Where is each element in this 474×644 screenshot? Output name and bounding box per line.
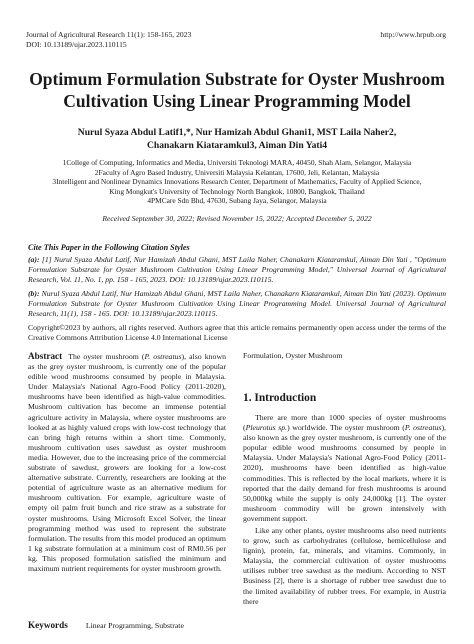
introduction-paragraph-2: Like any other plants, oyster mushrooms also need nutrients to grow, such as carbohydrates (cellulose, hemicellulose and lignin), protein, fat, minerals, and vitamins. Commonly, in Malaysia, the commercial cultivation of oyster mushrooms utilises rubber tree sawdust as the medium. According to NST Business [2], there is a shortage of rubber tree sawdust due to the limited availability of rubber trees. For example, in Austria there — [243, 526, 446, 606]
keywords — [28, 620, 226, 630]
abstract-text-a: The oyster mushroom ( — [68, 352, 145, 361]
affiliations — [20, 158, 454, 206]
affiliation-1: 1College of Computing, Informatics and Media, Universiti Teknologi MARA, 40450, Shah Alam, Selangor, Malaysia — [62, 158, 412, 167]
affiliation-2: 2Faculty of Agro Based Industry, Universiti Malaysia Kelantan, 17600, Jeli, Kelantan, Malaysia — [94, 167, 380, 177]
authors-line-2: Chanakarn Kiataramkul3, Aiman Din Yati4 — [146, 140, 328, 151]
intro-p1-a: There are more than 1000 species of oyster mushrooms ( — [243, 413, 446, 433]
citation-a-text: [1] Nurul Syaza Abdul Latif, Nur Hamizah Abdul Ghani, MST Laila Naher, Chanakarn Kiataramkul, Aiman Din Yati , "Optimum Formulation Substrate for Oyster Mushroom Cultivation Using Linear Programming Model," Universal Journal of Agricultural Research, Vol. 11, No. 1, pp. 158 - 165, 2023. DOI: 10.13189/ujar.2023.110115. — [28, 255, 446, 284]
citation-a — [28, 255, 446, 285]
citation-heading: Cite This Paper in the Following Citation Styles — [28, 243, 190, 252]
doi-line: DOI: 10.13189/ujar.2023.110115 — [26, 40, 127, 49]
keywords-label: Keywords — [28, 620, 68, 630]
introduction-paragraph-1 — [243, 413, 446, 524]
copyright-notice: Copyright©2023 by authors, all rights reserved. Authors agree that this article remains permanently open access under the terms of the Creative Commons Attribution License 4.0 International License — [28, 323, 446, 342]
keywords-continued: Formulation, Oyster Mushroom — [243, 351, 343, 360]
authors-line-1: Nurul Syaza Abdul Latif1,*, Nur Hamizah Abdul Ghani1, MST Laila Naher2, — [77, 127, 397, 138]
journal-url[interactable]: http://www.hrpub.org — [380, 30, 446, 39]
affiliation-3-cont: King Mongkut's University of Technology North Bangkok, 10800, Bangkok, Thailand — [109, 186, 365, 196]
affiliation-3: 3Intelligent and Nonlinear Dynamics Innovations Research Center, Department of Mathematics, Faculty of Applied Science, — [52, 177, 422, 187]
citation-b-label: (b): — [28, 289, 40, 298]
intro-species-1: Pleurotus sp. — [245, 423, 288, 433]
intro-p1-b: ) worldwide. The oyster mushroom ( — [287, 423, 405, 433]
journal-header — [26, 30, 191, 50]
introduction-heading: 1. Introduction — [243, 392, 317, 404]
abstract — [28, 351, 226, 574]
intro-species-2: P. ostreatus — [404, 423, 442, 433]
citation-b-text: Nurul Syaza Abdul Latif, Nur Hamizah Abdul Ghani, MST Laila Naher, Chanakarn Kiataramkul, Aiman Din Yati (2023). Optimum Formulation Substrate for Oyster Mushroom Cultivation Using Linear Programming Model. Universal Journal of Agricultural Research, 11(1), 158 - 165. DOI: 10.13189/ujar.2023.110115. — [28, 289, 447, 318]
journal-line: Journal of Agricultural Research 11(1): 158-165, 2023 — [26, 30, 192, 39]
author-list — [20, 126, 454, 152]
keywords-text: Linear Programming, Substrate — [85, 621, 184, 630]
paper-title: Optimum Formulation Substrate for Oyster Mushroom Cultivation Using Linear Programming Model — [29, 69, 445, 111]
citation-b — [28, 289, 446, 319]
affiliation-4: 4PMCare Sdn Bhd, 47630, Subang Jaya, Selangor, Malaysia — [147, 196, 327, 206]
abstract-label: Abstract — [28, 351, 63, 361]
citation-a-label: (a): — [28, 255, 40, 264]
submission-dates: Received September 30, 2022; Revised November 15, 2022; Accepted December 5, 2022 — [102, 214, 372, 223]
intro-p1-c: ), also known as the grey oyster mushroom, is currently one of the popular edible wood mushrooms consumed by people in Malaysia. Under Malaysia's National Agro-Food Policy (2011-2020), mushrooms have been identified as high-value commodities. This is reflected by the local markets, where it is reported that the daily demand for fresh mushrooms is around 50,000kg while the supply is only 24,000kg [1]. The oyster mushroom commodity will be grown intensively with government support. — [243, 423, 446, 523]
abstract-text-b: ), also known as the grey oyster mushroom, is currently one of the popular edible wood mushrooms consumed by people in Malaysia. Under Malaysia's National Agro-Food Policy (2011-2020), mushrooms have been identified as high-value commodities. Mushroom cultivation has become an immense potential agriculture activity in Malaysia, where oyster mushrooms are looked at as highly valued crops with low-cost technology that can bring high returns within a short time. Commonly, mushroom cultivation uses sawdust as oyster mushroom media. However, due to the increasing price of the commercial substrate of sawdust, growers are looking for a low-cost alternative substrate. Currently, researchers are looking at the potential of agriculture waste as an alternative medium for mushroom cultivation. For example, agriculture waste of empty oil palm fruit bunch and rice straw as a substrate for oyster mushrooms. Using Microsoft Excel Solver, the linear programming method was used to represent the substrate formulation. The results from this model produced an optimum 1 kg substrate formulation at a minimum cost of RM0.56 per kg. This proposed formulation satisfied the minimum and maximum nutrient requirements for oyster mushroom growth. — [28, 352, 226, 573]
abstract-species: P. ostreatus — [144, 352, 182, 361]
